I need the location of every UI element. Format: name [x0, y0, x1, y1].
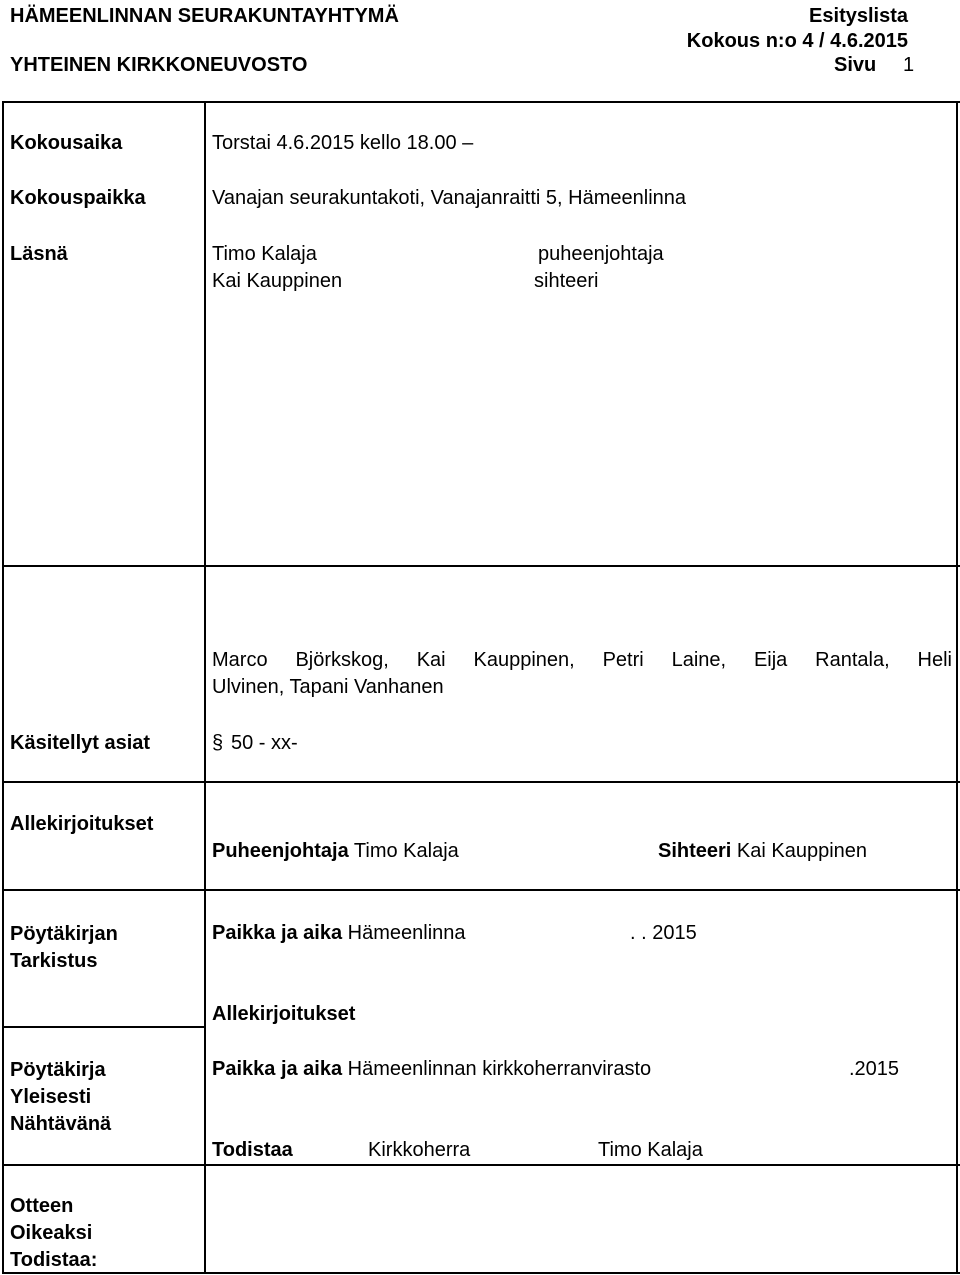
- certifier-name: Timo Kalaja: [598, 1139, 703, 1161]
- chair-signature: [212, 839, 459, 864]
- governing-body: YHTEINEN KIRKKONEUVOSTO: [10, 54, 308, 76]
- secretary-name: Kai Kauppinen: [736, 840, 868, 862]
- display-place-label: Paikka ja aika: [212, 1058, 343, 1080]
- review-place-time: [212, 921, 466, 946]
- attendee-name: Timo Kalaja: [212, 243, 317, 265]
- attendees-label: Läsnä: [10, 243, 68, 265]
- other-attendees: Marco Björkskog, Kai Kauppinen, Petri Laine, Eija Rantala, Heli Ulvinen, Tapani Vanhanen: [212, 649, 952, 698]
- secretary-signature: [658, 839, 867, 864]
- meeting-number: Kokous n:o 4 / 4.6.2015: [686, 30, 908, 52]
- attendee-role: puheenjohtaja: [538, 243, 664, 265]
- review-date: . . 2015: [630, 922, 697, 944]
- attendee-role: sihteeri: [534, 270, 599, 292]
- chair-label: Puheenjohtaja: [212, 840, 349, 862]
- secretary-label: Sihteeri: [658, 840, 732, 862]
- review-label: Pöytäkirjan Tarkistus: [10, 923, 118, 972]
- org-name: HÄMEENLINNAN SEURAKUNTAYHTYMÄ: [10, 5, 399, 27]
- extract-certification-label: Otteen Oikeaksi Todistaa:: [10, 1195, 98, 1271]
- meeting-place-label: Kokouspaikka: [10, 187, 146, 209]
- certify-label: Todistaa: [212, 1139, 293, 1161]
- items-handled-value: 50 - xx-: [231, 732, 298, 754]
- certifier-title: Kirkkoherra: [368, 1139, 471, 1161]
- review-place: Hämeenlinna: [347, 922, 466, 944]
- display-place-time: [212, 1057, 651, 1082]
- chair-name: Timo Kalaja: [353, 840, 459, 862]
- doc-type: Esityslista: [809, 5, 908, 27]
- public-display-label: Pöytäkirja Yleisesti Nähtävänä: [10, 1059, 112, 1135]
- section-sign-icon: §: [212, 732, 224, 754]
- signatures-label: Allekirjoitukset: [10, 813, 154, 835]
- meeting-time-label: Kokousaika: [10, 132, 123, 154]
- items-handled-label: Käsitellyt asiat: [10, 732, 151, 754]
- display-date: .2015: [849, 1058, 900, 1080]
- page-label: Sivu: [834, 54, 877, 76]
- meeting-place-value: Vanajan seurakuntakoti, Vanajanraitti 5, Hämeenlinna: [212, 187, 687, 209]
- review-signatures-label: Allekirjoitukset: [212, 1003, 356, 1025]
- display-place: Hämeenlinnan kirkkoherranvirasto: [347, 1058, 652, 1080]
- page-number: 1: [903, 54, 915, 76]
- meeting-time-value: Torstai 4.6.2015 kello 18.00 –: [212, 132, 474, 154]
- attendee-name: Kai Kauppinen: [212, 270, 343, 292]
- review-place-label: Paikka ja aika: [212, 922, 343, 944]
